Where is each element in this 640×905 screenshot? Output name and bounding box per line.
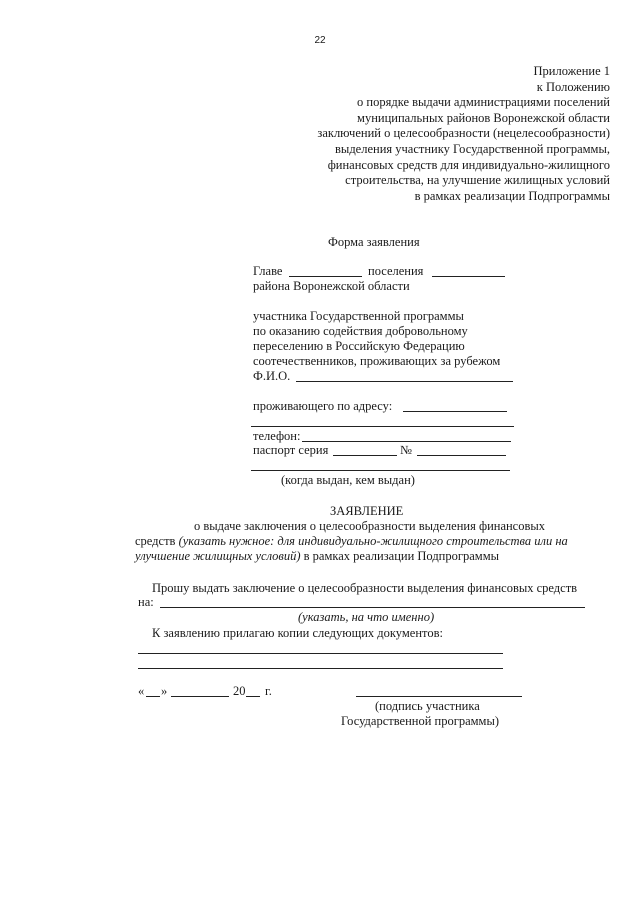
appendix-line: муниципальных районов Воронежской области (357, 110, 610, 125)
fio-blank (296, 381, 513, 382)
applicant-line: участника Государственной программы (253, 309, 464, 323)
statement-line (135, 534, 568, 549)
page-number: 22 (314, 35, 326, 46)
statement-title: ЗАЯВЛЕНИЕ (330, 504, 404, 518)
signature-note: Государственной программы) (341, 714, 500, 728)
appendix-header (317, 64, 610, 204)
statement-text: в рамках реализации Подпрограммы (300, 549, 500, 563)
date-year-blank (246, 696, 260, 697)
signature-blank (356, 696, 522, 697)
issued-note: (когда выдан, кем выдан) (281, 473, 415, 487)
passport-number-label: № (400, 443, 412, 457)
passport-number-blank (417, 455, 506, 456)
head-label: Главе (253, 264, 283, 278)
date-open-quote: « (138, 684, 145, 698)
appendix-line: Приложение 1 (533, 64, 610, 78)
passport-label: паспорт серия (253, 443, 329, 457)
request-note: (указать, на что именно) (298, 610, 435, 624)
request-blank (160, 607, 585, 608)
fio-label: Ф.И.О. (253, 369, 291, 383)
statement-note: (указать нужное: для индивидуально-жилищного строительства или на (178, 534, 568, 548)
statement-line (135, 549, 499, 564)
applicant-line: по оказанию содействия добровольному (253, 324, 468, 338)
passport-issued-blank (251, 470, 510, 471)
settlement-blank (432, 276, 505, 277)
appendix-line: к Положению (536, 79, 610, 94)
address-blank (403, 411, 507, 412)
appendix-line: заключений о целесообразности (нецелесообразности) (317, 126, 610, 141)
appendix-line: строительства, на улучшение жилищных условий (345, 173, 610, 188)
date-year-prefix: 20 (233, 684, 246, 698)
date-year-suffix: г. (265, 684, 272, 698)
applicant-line: соотечественников, проживающих за рубежом (253, 354, 501, 368)
date-month-blank (171, 696, 229, 697)
passport-series-blank (333, 455, 397, 456)
request-text: Прошу выдать заключение о целесообразности выделения финансовых средств (152, 581, 578, 595)
attachments-text: К заявлению прилагаю копии следующих документов: (152, 626, 443, 640)
statement-text: средств (135, 534, 179, 548)
appendix-line: финансовых средств для индивидуально-жилищного (327, 157, 610, 172)
form-title: Форма заявления (328, 235, 420, 249)
statement-note: улучшение жилищных условий) (135, 549, 301, 563)
request-on-label: на: (138, 595, 154, 609)
phone-label: телефон: (253, 429, 301, 443)
address-blank-2 (251, 426, 514, 427)
phone-blank (302, 441, 511, 442)
attachments-blank (138, 653, 503, 654)
appendix-line: в рамках реализации Подпрограммы (414, 188, 610, 203)
district-label: района Воронежской области (253, 279, 410, 293)
signature-note: (подпись участника (375, 699, 480, 713)
head-blank (289, 276, 362, 277)
date-day-blank (146, 696, 160, 697)
date-close-quote: » (161, 684, 168, 698)
settlement-label: поселения (368, 264, 424, 278)
applicant-line: переселению в Российскую Федерацию (253, 339, 465, 353)
statement-line: о выдаче заключения о целесообразности выделения финансовых (194, 519, 546, 533)
appendix-line: о порядке выдачи администрациями поселений (357, 95, 610, 110)
address-label: проживающего по адресу: (253, 399, 393, 413)
attachments-blank (138, 668, 503, 669)
appendix-line: выделения участнику Государственной программы, (335, 141, 610, 156)
